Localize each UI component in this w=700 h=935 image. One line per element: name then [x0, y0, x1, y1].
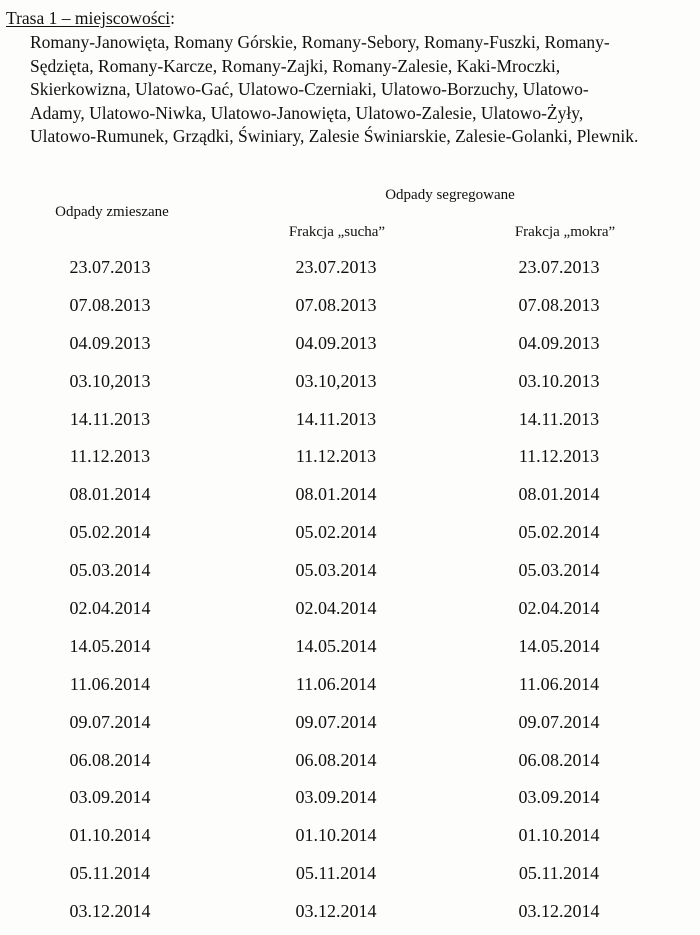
localities-list	[30, 31, 692, 149]
dry-fraction-header: Frakcja „sucha”	[288, 224, 386, 240]
mixed-date-cell: 14.11.2013	[69, 408, 151, 429]
wet-date-cell: 06.08.2014	[518, 749, 600, 770]
wet-date-cell: 04.09.2013	[518, 332, 600, 353]
wet-date-cell: 05.02.2014	[518, 522, 600, 543]
dry-date-cell: 14.11.2013	[295, 408, 377, 429]
mixed-date-cell: 14.05.2014	[69, 635, 151, 656]
dry-date-cell: 05.02.2014	[295, 522, 377, 543]
wet-date-cell: 05.11.2014	[518, 863, 600, 884]
wet-date-cell: 07.08.2013	[518, 294, 600, 315]
wet-fraction-header: Frakcja „mokra”	[514, 224, 616, 240]
wet-date-cell: 01.10.2014	[518, 825, 600, 846]
wet-date-cell: 14.11.2013	[518, 408, 600, 429]
mixed-date-cell: 03.09.2014	[69, 787, 151, 808]
wet-date-cell: 23.07.2013	[518, 257, 600, 277]
localities-line: Adamy, Ulatowo-Niwka, Ulatowo-Janowięta, Ulatowo-Zalesie, Ulatowo-Żyły,	[30, 102, 584, 123]
dry-date-cell: 07.08.2013	[295, 294, 377, 315]
dry-date-cell: 08.01.2014	[295, 484, 377, 505]
dry-fraction-dates	[266, 253, 406, 935]
localities-line: Sędzięta, Romany-Karcze, Romany-Zajki, Romany-Zalesie, Kaki-Mroczki,	[30, 55, 561, 76]
mixed-date-cell: 06.08.2014	[69, 749, 151, 770]
mixed-date-cell: 02.04.2014	[69, 598, 151, 619]
localities-line: Romany-Janowięta, Romany Górskie, Romany-Sebory, Romany-Fuszki, Romany-	[30, 32, 610, 52]
dry-date-cell: 05.03.2014	[295, 560, 377, 581]
route-heading	[6, 7, 175, 29]
mixed-date-cell: 23.07.2013	[69, 257, 151, 277]
dry-date-cell: 03.10,2013	[295, 370, 377, 391]
mixed-date-cell: 01.10.2014	[69, 825, 151, 846]
dry-date-cell: 11.12.2013	[295, 446, 377, 467]
mixed-waste-dates	[40, 253, 180, 935]
wet-date-cell: 11.12.2013	[518, 446, 600, 467]
route-colon: :	[170, 8, 176, 28]
mixed-date-cell: 07.08.2013	[69, 294, 151, 315]
wet-date-cell: 03.09.2014	[518, 787, 600, 808]
mixed-date-cell: 05.11.2014	[69, 863, 151, 884]
dry-date-cell: 06.08.2014	[295, 749, 377, 770]
route-subtitle: miejscowości	[74, 8, 171, 28]
dry-date-cell: 04.09.2013	[295, 332, 377, 353]
mixed-date-cell: 04.09.2013	[69, 332, 151, 353]
wet-date-cell: 02.04.2014	[518, 598, 600, 619]
mixed-date-cell: 08.01.2014	[69, 484, 151, 505]
localities-line: Ulatowo-Rumunek, Grządki, Świniary, Zalesie Świniarskie, Zalesie-Golanki, Plewnik.	[30, 126, 639, 146]
mixed-date-cell: 11.12.2013	[69, 446, 151, 467]
dry-date-cell: 23.07.2013	[295, 257, 377, 277]
mixed-date-cell: 05.03.2014	[69, 560, 151, 581]
segregated-waste-header: Odpady segregowane	[385, 187, 515, 203]
wet-fraction-dates	[489, 253, 629, 935]
mixed-date-cell: 03.10,2013	[69, 370, 151, 391]
route-label-underlined	[6, 8, 170, 28]
wet-date-cell: 08.01.2014	[518, 484, 600, 505]
dry-date-cell: 09.07.2014	[295, 711, 377, 732]
dry-date-cell: 14.05.2014	[295, 635, 377, 656]
mixed-waste-header: Odpady zmieszane	[55, 204, 169, 220]
dry-date-cell: 03.09.2014	[295, 787, 377, 808]
mixed-date-cell: 09.07.2014	[69, 711, 151, 732]
route-label: Trasa 1	[6, 8, 58, 28]
dry-date-cell: 02.04.2014	[295, 598, 377, 619]
mixed-date-cell: 03.12.2014	[69, 901, 151, 922]
localities-line: Skierkowizna, Ulatowo-Gać, Ulatowo-Czerniaki, Ulatowo-Borzuchy, Ulatowo-	[30, 79, 589, 99]
dry-date-cell: 05.11.2014	[295, 863, 377, 884]
wet-date-cell: 03.10.2013	[518, 370, 600, 391]
dry-date-cell: 01.10.2014	[295, 825, 377, 846]
wet-date-cell: 05.03.2014	[518, 560, 600, 581]
mixed-date-cell: 05.02.2014	[69, 522, 151, 543]
dry-date-cell: 03.12.2014	[295, 901, 377, 922]
route-separator: –	[57, 8, 75, 28]
dry-date-cell: 11.06.2014	[295, 673, 377, 694]
wet-date-cell: 14.05.2014	[518, 635, 600, 656]
mixed-date-cell: 11.06.2014	[69, 673, 151, 694]
wet-date-cell: 11.06.2014	[518, 673, 600, 694]
wet-date-cell: 09.07.2014	[518, 711, 600, 732]
wet-date-cell: 03.12.2014	[518, 901, 600, 922]
